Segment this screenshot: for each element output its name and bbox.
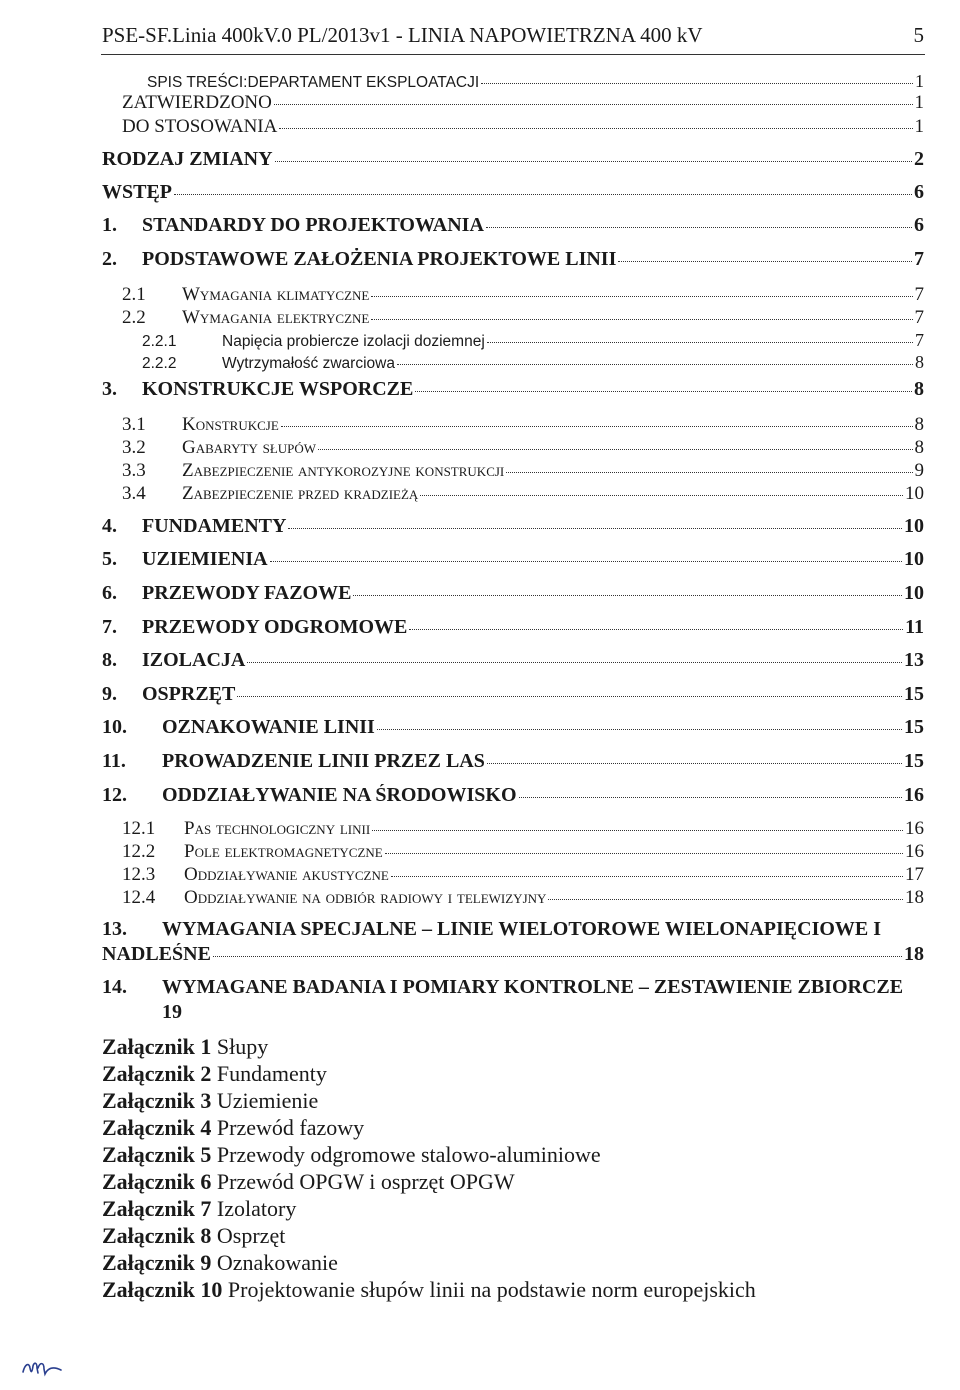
toc-entry-page: 7 bbox=[914, 307, 924, 328]
toc-entry-number: 14. bbox=[102, 976, 127, 998]
attachment-text: Przewód fazowy bbox=[216, 1115, 365, 1140]
toc-entry-label: WSTĘP bbox=[102, 181, 173, 203]
toc-entry-page: 7 bbox=[914, 284, 924, 305]
toc-leader-dots bbox=[279, 128, 912, 129]
toc-entry-page: 9 bbox=[914, 460, 924, 481]
toc-entry-label: OZNAKOWANIE LINII bbox=[162, 716, 375, 738]
toc-entry[interactable] bbox=[122, 460, 924, 482]
toc-entry-page: 17 bbox=[905, 864, 924, 885]
toc-entry-label: PROWADZENIE LINII PRZEZ LAS bbox=[162, 750, 485, 772]
attachment-key: Załącznik 4 bbox=[102, 1115, 212, 1140]
toc-entry-label: DO STOSOWANIA bbox=[122, 116, 278, 137]
toc-leader-dots bbox=[415, 391, 912, 392]
toc-entry-page: 10 bbox=[904, 582, 924, 604]
attachment-item[interactable] bbox=[102, 1034, 268, 1060]
toc-leader-dots bbox=[506, 472, 912, 473]
toc-entry[interactable] bbox=[122, 887, 924, 909]
attachment-item[interactable] bbox=[102, 1223, 285, 1249]
toc-entry-label: Napięcia probiercze izolacji doziemnej bbox=[222, 333, 485, 350]
attachment-key: Załącznik 1 bbox=[102, 1034, 212, 1059]
toc-leader-dots bbox=[371, 319, 912, 320]
toc-entry-page: 10 bbox=[904, 515, 924, 537]
toc-leader-dots bbox=[487, 342, 913, 343]
attachment-key: Załącznik 2 bbox=[102, 1061, 212, 1086]
toc-entry[interactable] bbox=[122, 414, 924, 436]
toc-entry-label: ZATWIERDZONO bbox=[122, 92, 272, 113]
toc-entry[interactable] bbox=[102, 649, 924, 672]
toc-leader-dots bbox=[385, 853, 903, 854]
toc-entry-label: IZOLACJA bbox=[142, 649, 246, 671]
toc-entry[interactable] bbox=[102, 716, 924, 739]
toc-leader-dots bbox=[487, 763, 902, 764]
toc-entry-label-cont: NADLEŚNE bbox=[102, 943, 211, 965]
toc-entry-label: PRZEWODY ODGROMOWE bbox=[142, 616, 408, 638]
toc-entry-number: 9. bbox=[102, 683, 117, 705]
toc-entry-number: 2.2.1 bbox=[142, 333, 177, 350]
attachment-item[interactable] bbox=[102, 1061, 327, 1087]
page-number: 5 bbox=[913, 23, 924, 47]
attachment-text: Projektowanie słupów linii na podstawie norm europejskich bbox=[227, 1277, 756, 1302]
toc-entry-label: PODSTAWOWE ZAŁOŻENIA PROJEKTOWE LINII bbox=[142, 248, 617, 270]
toc-entry-number: 3.2 bbox=[122, 437, 146, 458]
toc-entry[interactable] bbox=[122, 92, 924, 114]
attachment-text: Oznakowanie bbox=[216, 1250, 338, 1275]
toc-entry-number: 5. bbox=[102, 548, 117, 570]
toc-entry-number: 2.1 bbox=[122, 284, 146, 305]
toc-leader-dots bbox=[353, 595, 902, 596]
attachment-key: Załącznik 6 bbox=[102, 1169, 212, 1194]
toc-leader-dots bbox=[481, 83, 913, 84]
toc-entry[interactable] bbox=[102, 784, 924, 807]
toc-entry-page: 8 bbox=[914, 437, 924, 458]
attachment-key: Załącznik 3 bbox=[102, 1088, 212, 1113]
toc-entry-label: Zabezpieczenie antykorozyjne konstrukcji bbox=[182, 460, 505, 481]
toc-entry-label: Wytrzymałość zwarciowa bbox=[222, 355, 395, 372]
toc-entry-number: 3.4 bbox=[122, 483, 146, 504]
toc-entry-page: 7 bbox=[915, 330, 924, 350]
toc-entry-page: 10 bbox=[904, 548, 924, 570]
toc-leader-dots bbox=[237, 696, 902, 697]
attachment-text: Uziemienie bbox=[216, 1088, 319, 1113]
toc-entry-page: 8 bbox=[914, 378, 924, 400]
toc-entry[interactable] bbox=[102, 378, 924, 401]
attachment-key: Załącznik 9 bbox=[102, 1250, 212, 1275]
toc-entry-label: Oddziaływanie akustyczne bbox=[184, 864, 389, 885]
toc-entry-line1 bbox=[102, 976, 924, 999]
toc-entry-number: 2.2.2 bbox=[142, 355, 177, 372]
attachment-key: Załącznik 10 bbox=[102, 1277, 223, 1302]
toc-leader-dots bbox=[486, 227, 912, 228]
toc-leader-dots bbox=[519, 797, 902, 798]
toc-entry-label: WYMAGANE BADANIA I POMIARY KONTROLNE – ZESTAWIENIE ZBIORCZE bbox=[162, 976, 904, 998]
toc-entry-line1 bbox=[102, 918, 924, 941]
toc-leader-dots bbox=[377, 729, 902, 730]
toc-entry-label: SPIS TREŚCI:DEPARTAMENT EKSPLOATACJI bbox=[147, 74, 480, 91]
toc-entry-page: 11 bbox=[905, 616, 924, 638]
toc-entry-number: 4. bbox=[102, 515, 117, 537]
toc-leader-dots bbox=[213, 956, 902, 957]
toc-entry[interactable] bbox=[142, 352, 924, 373]
toc-leader-dots bbox=[281, 426, 913, 427]
toc-entry-page: 15 bbox=[904, 683, 924, 705]
toc-entry-page: 15 bbox=[904, 750, 924, 772]
toc-entry[interactable] bbox=[102, 214, 924, 237]
toc-entry-number: 12.2 bbox=[122, 841, 156, 862]
toc-entry-label: FUNDAMENTY bbox=[142, 515, 287, 537]
toc-leader-dots bbox=[372, 830, 903, 831]
attachment-item[interactable] bbox=[102, 1277, 756, 1303]
attachment-item[interactable] bbox=[102, 1088, 318, 1114]
toc-leader-dots bbox=[618, 261, 912, 262]
attachment-text: Osprzęt bbox=[216, 1223, 286, 1248]
toc-entry-number: 7. bbox=[102, 616, 117, 638]
toc-entry[interactable] bbox=[102, 515, 924, 538]
toc-entry-number: 3. bbox=[102, 378, 117, 400]
toc-leader-dots bbox=[274, 104, 913, 105]
toc-leader-dots bbox=[270, 561, 902, 562]
toc-entry-label: Gabaryty słupów bbox=[182, 437, 317, 458]
toc-entry-page: 19 bbox=[162, 1001, 182, 1023]
toc-entry-page: 6 bbox=[914, 214, 924, 236]
toc-entry[interactable] bbox=[102, 548, 924, 571]
attachment-item[interactable] bbox=[102, 1142, 601, 1168]
toc-entry-label: Wymagania elektryczne bbox=[182, 307, 370, 328]
toc-leader-dots bbox=[371, 296, 912, 297]
toc-entry-page: 18 bbox=[905, 887, 924, 908]
attachment-item[interactable] bbox=[102, 1115, 364, 1141]
toc-entry-label: UZIEMIENIA bbox=[142, 548, 268, 570]
toc-leader-dots bbox=[318, 449, 912, 450]
toc-entry-page: 16 bbox=[904, 784, 924, 806]
toc-entry[interactable] bbox=[102, 582, 924, 605]
toc-entry[interactable] bbox=[102, 248, 924, 271]
toc-entry-number: 1. bbox=[102, 214, 117, 236]
toc-entry-number: 2. bbox=[102, 248, 117, 270]
toc-entry[interactable] bbox=[142, 330, 924, 351]
toc-entry-label: RODZAJ ZMIANY bbox=[102, 148, 273, 170]
toc-entry[interactable] bbox=[122, 116, 924, 138]
toc-leader-dots bbox=[174, 194, 912, 195]
attachment-text: Izolatory bbox=[216, 1196, 297, 1221]
toc-entry-label: Konstrukcje bbox=[182, 414, 279, 435]
attachment-text: Słupy bbox=[216, 1034, 269, 1059]
toc-entry-page: 1 bbox=[914, 92, 924, 113]
toc-entry-number: 8. bbox=[102, 649, 117, 671]
toc-entry[interactable] bbox=[122, 818, 924, 840]
toc-entry[interactable] bbox=[147, 71, 924, 92]
toc-entry-number: 12. bbox=[102, 784, 127, 806]
toc-entry-page: 16 bbox=[905, 818, 924, 839]
toc-entry[interactable] bbox=[102, 181, 924, 204]
toc-entry-number: 12.3 bbox=[122, 864, 156, 885]
toc-entry[interactable] bbox=[122, 437, 924, 459]
attachment-item[interactable] bbox=[102, 1250, 338, 1276]
toc-entry-page: 7 bbox=[914, 248, 924, 270]
attachment-item[interactable] bbox=[102, 1169, 515, 1195]
toc-leader-dots bbox=[391, 876, 903, 877]
toc-entry-page: 8 bbox=[914, 414, 924, 435]
toc-entry[interactable] bbox=[122, 841, 924, 863]
attachment-key: Załącznik 8 bbox=[102, 1223, 212, 1248]
toc-leader-dots bbox=[409, 629, 903, 630]
toc-entry[interactable] bbox=[122, 307, 924, 329]
toc-leader-dots bbox=[275, 161, 912, 162]
attachment-key: Załącznik 7 bbox=[102, 1196, 212, 1221]
toc-entry-number: 2.2 bbox=[122, 307, 146, 328]
toc-entry[interactable] bbox=[102, 750, 924, 773]
toc-entry-number: 12.1 bbox=[122, 818, 156, 839]
attachment-text: Przewód OPGW i osprzęt OPGW bbox=[216, 1169, 515, 1194]
toc-entry-page: 8 bbox=[915, 352, 924, 372]
toc-entry-label: WYMAGANIA SPECJALNE – LINIE WIELOTOROWE WIELONAPIĘCIOWE I bbox=[162, 918, 882, 940]
attachment-text: Przewody odgromowe stalowo-aluminiowe bbox=[216, 1142, 601, 1167]
handwritten-initials-icon bbox=[20, 1356, 64, 1378]
attachment-text: Fundamenty bbox=[216, 1061, 327, 1086]
toc-entry[interactable] bbox=[102, 148, 924, 171]
toc-entry-label: PRZEWODY FAZOWE bbox=[142, 582, 352, 604]
toc-entry-number: 11. bbox=[102, 750, 126, 772]
toc-entry[interactable] bbox=[102, 918, 924, 966]
toc-entry-label: Pas technologiczny linii bbox=[184, 818, 371, 839]
page-header-title: PSE-SF.Linia 400kV.0 PL/2013v1 - LINIA NAPOWIETRZNA 400 kV bbox=[102, 23, 703, 47]
attachment-key: Załącznik 5 bbox=[102, 1142, 212, 1167]
toc-entry-page: 2 bbox=[914, 148, 924, 170]
toc-leader-dots bbox=[288, 528, 902, 529]
toc-entry-page: 13 bbox=[904, 649, 924, 671]
toc-leader-dots bbox=[397, 364, 913, 365]
toc-entry[interactable] bbox=[122, 284, 924, 306]
toc-entry-page: 1 bbox=[914, 116, 924, 137]
header-rule bbox=[101, 54, 925, 55]
toc-entry-label: OSPRZĘT bbox=[142, 683, 236, 705]
toc-entry-number: 3.1 bbox=[122, 414, 146, 435]
toc-entry-label: Pole elektromagnetyczne bbox=[184, 841, 383, 862]
toc-entry-number: 10. bbox=[102, 716, 127, 738]
toc-entry-number: 3.3 bbox=[122, 460, 146, 481]
toc-entry-page: 18 bbox=[904, 943, 924, 965]
toc-entry-label: KONSTRUKCJE WSPORCZE bbox=[142, 378, 414, 400]
toc-entry-line2 bbox=[102, 943, 924, 966]
toc-entry-page: 10 bbox=[905, 483, 924, 504]
toc-entry-label: Zabezpieczenie przed kradzieżą bbox=[182, 483, 419, 504]
toc-entry-number: 12.4 bbox=[122, 887, 156, 908]
toc-entry[interactable] bbox=[102, 616, 924, 639]
toc-entry[interactable] bbox=[102, 976, 924, 1024]
toc-leader-dots bbox=[420, 495, 903, 496]
toc-entry-label: ODDZIAŁYWANIE NA ŚRODOWISKO bbox=[162, 784, 517, 806]
toc-entry-page: 16 bbox=[905, 841, 924, 862]
toc-entry[interactable] bbox=[122, 864, 924, 886]
toc-entry-label: STANDARDY DO PROJEKTOWANIA bbox=[142, 214, 484, 236]
toc-entry-number: 6. bbox=[102, 582, 117, 604]
toc-entry-label: Oddziaływanie na odbiór radiowy i telewizyjny bbox=[184, 887, 547, 908]
toc-entry[interactable] bbox=[122, 483, 924, 505]
toc-entry[interactable] bbox=[102, 683, 924, 706]
toc-entry-page: 1 bbox=[915, 71, 924, 91]
attachment-item[interactable] bbox=[102, 1196, 296, 1222]
toc-leader-dots bbox=[548, 899, 903, 900]
toc-entry-number: 13. bbox=[102, 918, 127, 940]
toc-entry-page: 15 bbox=[904, 716, 924, 738]
toc-leader-dots bbox=[247, 662, 902, 663]
toc-entry-label: Wymagania klimatyczne bbox=[182, 284, 370, 305]
toc-entry-page: 6 bbox=[914, 181, 924, 203]
